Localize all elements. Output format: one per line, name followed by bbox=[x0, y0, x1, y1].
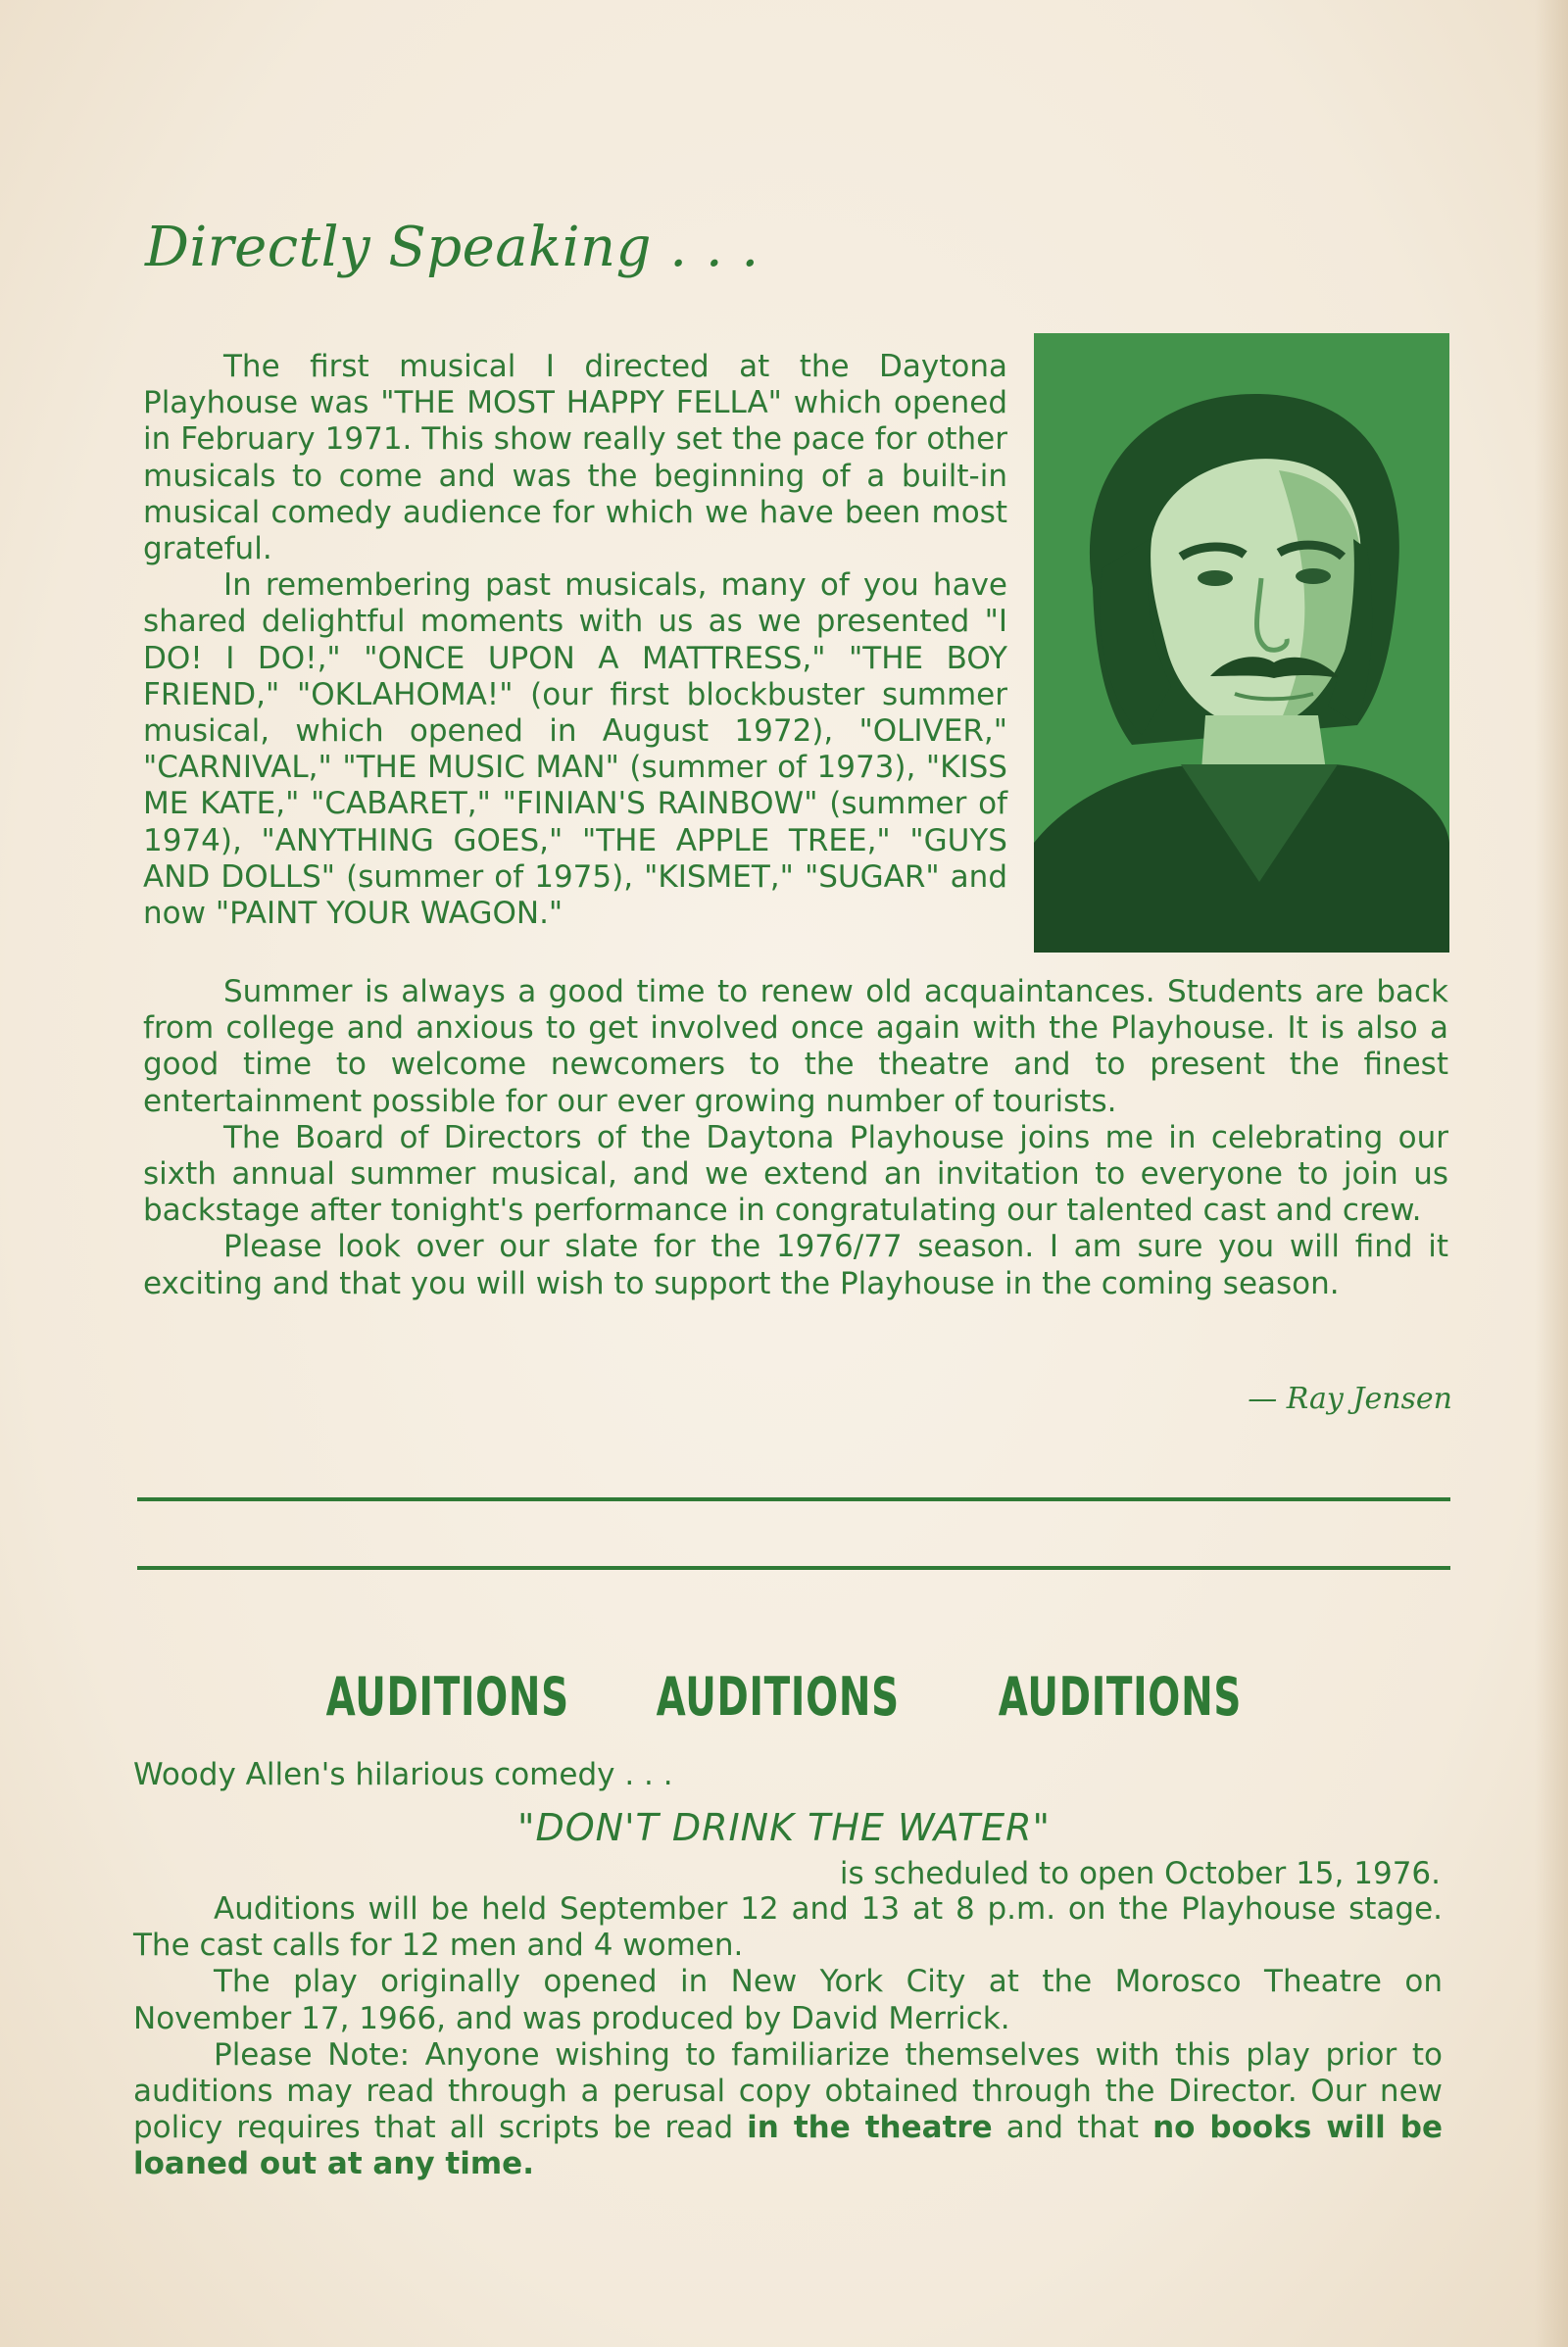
auditions-schedule: Auditions will be held September 12 and 13 at 8 p.m. on the Playhouse stage. The cast calls for 12 men and 4 women. bbox=[133, 1891, 1443, 1964]
auditions-intro: Woody Allen's hilarious comedy . . . bbox=[133, 1757, 673, 1792]
paragraph-past-musicals: In remembering past musicals, many of you have shared delightful moments with us as we presented "I DO! I DO!," "ONCE UPON A MATTRESS," "THE BOY FRIEND," "OKLAHOMA!" (our first blockbuster summer musical, which opened in August 1972), "OLIVER," "CARNIVAL," "THE MUSIC MAN" (summer of 1973), "KISS ME KATE," "CABARET," "FINIAN'S RAINBOW" (summer of 1974), "ANYTHING GOES," "THE APPLE TREE," "GUYS AND DOLLS" (summer of 1975), "KISMET," "SUGAR" and now "PAINT YOUR WAGON." bbox=[143, 567, 1007, 932]
auditions-heading bbox=[0, 1666, 1243, 1735]
play-title: "DON'T DRINK THE WATER" bbox=[517, 1806, 1051, 1849]
page-edge-shadow bbox=[1535, 0, 1568, 2347]
signature: — Ray Jensen bbox=[1248, 1382, 1452, 1416]
paragraph-season: Please look over our slate for the 1976/77 season. I am sure you will find it exciting and that you will wish to support the Playhouse in the coming season. bbox=[143, 1229, 1448, 1301]
auditions-heading-2: AUDITIONS bbox=[656, 1666, 900, 1728]
auditions-heading-3: AUDITIONS bbox=[998, 1666, 1243, 1728]
director-letter-body bbox=[143, 974, 1448, 1302]
paragraph-first-musical: The first musical I directed at the Daytona Playhouse was "THE MOST HAPPY FELLA" which opened in February 1971. This show really set the pace for other musicals to come and was the beginning of a built-in musical comedy audience for which we have been most grateful. bbox=[143, 349, 1007, 567]
auditions-details bbox=[133, 1891, 1443, 2183]
auditions-heading-1: AUDITIONS bbox=[325, 1666, 569, 1728]
opening-date: is scheduled to open October 15, 1976. bbox=[839, 1856, 1441, 1891]
portrait-illustration bbox=[1034, 333, 1449, 953]
auditions-history: The play originally opened in New York City at the Morosco Theatre on November 17, 1966, and was produced by David Merrick. bbox=[133, 1964, 1443, 2036]
page-title: Directly Speaking . . . bbox=[145, 216, 760, 279]
paragraph-summer: Summer is always a good time to renew old acquaintances. Students are back from college and anxious to get involved once again with the Playhouse. It is also a good time to welcome newcomers to the theatre and to present the finest entertainment possible for our ever growing number of tourists. bbox=[143, 974, 1448, 1119]
director-intro-column bbox=[143, 349, 1007, 932]
director-portrait-photo bbox=[1034, 333, 1449, 953]
auditions-note: Please Note: Anyone wishing to familiarize themselves with this play prior to auditions may read through a perusal copy obtained through the Director. Our new policy requires that all scripts be read in the theatre and that no books will be loaned out at any time. bbox=[133, 2036, 1443, 2182]
paragraph-board: The Board of Directors of the Daytona Playhouse joins me in celebrating our sixth annual summer musical, and we extend an invitation to everyone to join us backstage after tonight's performance in congratulating our talented cast and crew. bbox=[143, 1119, 1448, 1229]
divider-rule-bottom bbox=[137, 1566, 1450, 1570]
note-bold-theatre: in the theatre bbox=[747, 2110, 993, 2146]
divider-rule-top bbox=[137, 1497, 1450, 1501]
note-bold-no-loans: no books will be loaned out at any time. bbox=[133, 2110, 1443, 2182]
